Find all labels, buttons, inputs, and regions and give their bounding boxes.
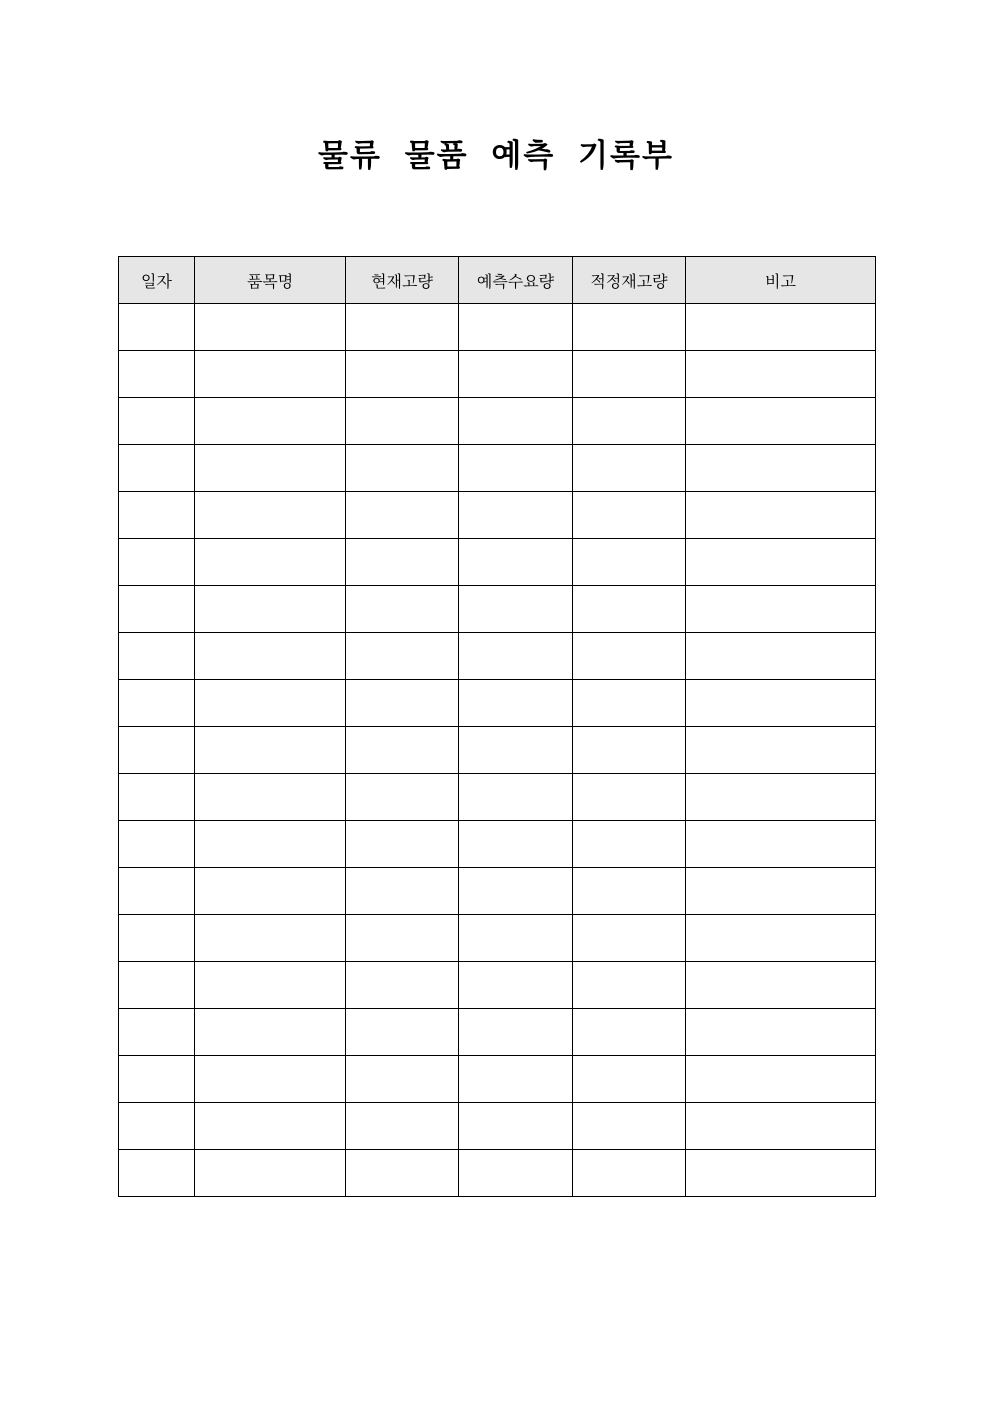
current-stock-cell[interactable]: [346, 962, 459, 1009]
forecast-demand-cell[interactable]: [459, 680, 573, 727]
forecast-demand-cell[interactable]: [459, 774, 573, 821]
table-row: [119, 633, 876, 680]
current-stock-cell[interactable]: [346, 539, 459, 586]
date-cell[interactable]: [119, 633, 195, 680]
current-stock-cell[interactable]: [346, 398, 459, 445]
item-name-cell[interactable]: [195, 915, 346, 962]
table-row: [119, 351, 876, 398]
item-name-cell[interactable]: [195, 868, 346, 915]
optimal-stock-cell[interactable]: [573, 586, 686, 633]
current-stock-cell[interactable]: [346, 445, 459, 492]
item-name-cell[interactable]: [195, 351, 346, 398]
optimal-stock-cell[interactable]: [573, 868, 686, 915]
table-row: [119, 1056, 876, 1103]
item-name-cell[interactable]: [195, 727, 346, 774]
optimal-stock-cell[interactable]: [573, 1009, 686, 1056]
remarks-cell[interactable]: [686, 351, 876, 398]
current-stock-cell[interactable]: [346, 868, 459, 915]
date-cell[interactable]: [119, 727, 195, 774]
item-name-cell[interactable]: [195, 1009, 346, 1056]
current-stock-cell[interactable]: [346, 1150, 459, 1197]
date-cell[interactable]: [119, 1056, 195, 1103]
remarks-cell[interactable]: [686, 868, 876, 915]
column-header-remarks: 비고: [686, 257, 876, 304]
date-cell[interactable]: [119, 868, 195, 915]
column-header-date: 일자: [119, 257, 195, 304]
remarks-cell[interactable]: [686, 539, 876, 586]
date-cell[interactable]: [119, 821, 195, 868]
table-row: [119, 915, 876, 962]
table-row: [119, 727, 876, 774]
remarks-cell[interactable]: [686, 774, 876, 821]
forecast-demand-cell[interactable]: [459, 1056, 573, 1103]
date-cell[interactable]: [119, 962, 195, 1009]
table-row: [119, 445, 876, 492]
remarks-cell[interactable]: [686, 821, 876, 868]
current-stock-cell[interactable]: [346, 304, 459, 351]
forecast-demand-cell[interactable]: [459, 398, 573, 445]
current-stock-cell[interactable]: [346, 351, 459, 398]
current-stock-cell[interactable]: [346, 915, 459, 962]
item-name-cell[interactable]: [195, 962, 346, 1009]
optimal-stock-cell[interactable]: [573, 492, 686, 539]
remarks-cell[interactable]: [686, 586, 876, 633]
item-name-cell[interactable]: [195, 445, 346, 492]
remarks-cell[interactable]: [686, 445, 876, 492]
item-name-cell[interactable]: [195, 492, 346, 539]
forecast-demand-cell[interactable]: [459, 351, 573, 398]
forecast-demand-cell[interactable]: [459, 915, 573, 962]
date-cell[interactable]: [119, 915, 195, 962]
date-cell[interactable]: [119, 1103, 195, 1150]
column-header-optimal-stock: 적정재고량: [573, 257, 686, 304]
remarks-cell[interactable]: [686, 1056, 876, 1103]
optimal-stock-cell[interactable]: [573, 1150, 686, 1197]
current-stock-cell[interactable]: [346, 492, 459, 539]
current-stock-cell[interactable]: [346, 821, 459, 868]
current-stock-cell[interactable]: [346, 774, 459, 821]
table-row: [119, 1009, 876, 1056]
date-cell[interactable]: [119, 351, 195, 398]
optimal-stock-cell[interactable]: [573, 915, 686, 962]
forecast-demand-cell[interactable]: [459, 445, 573, 492]
current-stock-cell[interactable]: [346, 633, 459, 680]
forecast-demand-cell[interactable]: [459, 539, 573, 586]
forecast-demand-cell[interactable]: [459, 821, 573, 868]
date-cell[interactable]: [119, 445, 195, 492]
column-header-item-name: 품목명: [195, 257, 346, 304]
date-cell[interactable]: [119, 774, 195, 821]
remarks-cell[interactable]: [686, 727, 876, 774]
table-row: [119, 586, 876, 633]
optimal-stock-cell[interactable]: [573, 962, 686, 1009]
current-stock-cell[interactable]: [346, 1103, 459, 1150]
item-name-cell[interactable]: [195, 398, 346, 445]
remarks-cell[interactable]: [686, 962, 876, 1009]
remarks-cell[interactable]: [686, 1103, 876, 1150]
optimal-stock-cell[interactable]: [573, 680, 686, 727]
item-name-cell[interactable]: [195, 774, 346, 821]
optimal-stock-cell[interactable]: [573, 539, 686, 586]
table-header-row: [119, 257, 876, 304]
table-body: [119, 304, 876, 1197]
item-name-cell[interactable]: [195, 1150, 346, 1197]
forecast-demand-cell[interactable]: [459, 586, 573, 633]
optimal-stock-cell[interactable]: [573, 304, 686, 351]
date-cell[interactable]: [119, 398, 195, 445]
forecast-demand-cell[interactable]: [459, 1150, 573, 1197]
remarks-cell[interactable]: [686, 492, 876, 539]
date-cell[interactable]: [119, 492, 195, 539]
forecast-demand-cell[interactable]: [459, 962, 573, 1009]
current-stock-cell[interactable]: [346, 1009, 459, 1056]
date-cell[interactable]: [119, 304, 195, 351]
date-cell[interactable]: [119, 1150, 195, 1197]
optimal-stock-cell[interactable]: [573, 633, 686, 680]
table-row: [119, 868, 876, 915]
item-name-cell[interactable]: [195, 821, 346, 868]
table-row: [119, 398, 876, 445]
optimal-stock-cell[interactable]: [573, 398, 686, 445]
forecast-demand-cell[interactable]: [459, 1103, 573, 1150]
optimal-stock-cell[interactable]: [573, 821, 686, 868]
remarks-cell[interactable]: [686, 1009, 876, 1056]
item-name-cell[interactable]: [195, 304, 346, 351]
item-name-cell[interactable]: [195, 539, 346, 586]
table-row: [119, 539, 876, 586]
current-stock-cell[interactable]: [346, 586, 459, 633]
forecast-demand-cell[interactable]: [459, 633, 573, 680]
record-table: [118, 256, 876, 1197]
item-name-cell[interactable]: [195, 586, 346, 633]
item-name-cell[interactable]: [195, 633, 346, 680]
optimal-stock-cell[interactable]: [573, 727, 686, 774]
remarks-cell[interactable]: [686, 915, 876, 962]
remarks-cell[interactable]: [686, 680, 876, 727]
table-row: [119, 304, 876, 351]
table-row: [119, 774, 876, 821]
column-header-current-stock: 현재고량: [346, 257, 459, 304]
forecast-demand-cell[interactable]: [459, 304, 573, 351]
optimal-stock-cell[interactable]: [573, 445, 686, 492]
forecast-demand-cell[interactable]: [459, 492, 573, 539]
optimal-stock-cell[interactable]: [573, 351, 686, 398]
forecast-demand-cell[interactable]: [459, 868, 573, 915]
current-stock-cell[interactable]: [346, 1056, 459, 1103]
date-cell[interactable]: [119, 680, 195, 727]
forecast-demand-cell[interactable]: [459, 727, 573, 774]
date-cell[interactable]: [119, 1009, 195, 1056]
remarks-cell[interactable]: [686, 633, 876, 680]
page-title: 물류 물품 예측 기록부: [318, 138, 674, 174]
item-name-cell[interactable]: [195, 1056, 346, 1103]
item-name-cell[interactable]: [195, 1103, 346, 1150]
current-stock-cell[interactable]: [346, 680, 459, 727]
optimal-stock-cell[interactable]: [573, 774, 686, 821]
remarks-cell[interactable]: [686, 304, 876, 351]
item-name-cell[interactable]: [195, 680, 346, 727]
current-stock-cell[interactable]: [346, 727, 459, 774]
date-cell[interactable]: [119, 586, 195, 633]
column-header-forecast-demand: 예측수요량: [459, 257, 573, 304]
table-row: [119, 680, 876, 727]
remarks-cell[interactable]: [686, 398, 876, 445]
forecast-demand-cell[interactable]: [459, 1009, 573, 1056]
table-row: [119, 1150, 876, 1197]
table-row: [119, 962, 876, 1009]
table-row: [119, 821, 876, 868]
date-cell[interactable]: [119, 539, 195, 586]
remarks-cell[interactable]: [686, 1150, 876, 1197]
table-row: [119, 1103, 876, 1150]
optimal-stock-cell[interactable]: [573, 1056, 686, 1103]
optimal-stock-cell[interactable]: [573, 1103, 686, 1150]
table-row: [119, 492, 876, 539]
